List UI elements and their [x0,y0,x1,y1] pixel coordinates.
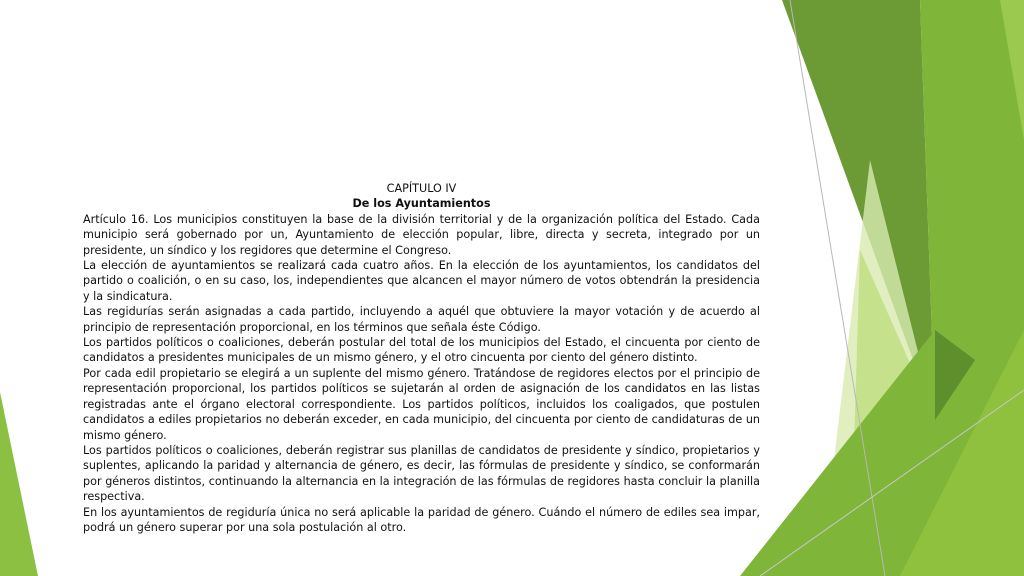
paragraph: Las regidurías serán asignadas a cada partido, incluyendo a aquél que obtuviere la mayor votación y de acuerdo al principio de representación proporcional, en los términos que señala éste Código. [83,305,760,334]
paragraph: Por cada edil propietario se elegirá a un suplente del mismo género. Tratándose de regidores electos por el principio de representación proporcional, los partidos políticos se sujetarán al orden de asignación de los candidatos en las listas registradas ante el órgano electoral correspondiente. Los partidos políticos, incluidos los coaligados, que postulen candidatos a ediles propietarios no deberán exceder, en cada municipio, del cincuenta por ciento de candidaturas de un mismo género. [83,366,760,442]
paragraph: La elección de ayuntamientos se realizará cada cuatro años. En la elección de los ayuntamientos, los candidatos del partido o coalición, o en su caso, los, independientes que alcancen el mayor número de votos obtendrán la presidencia y la sindicatura. [83,259,760,303]
article-text [83,181,760,535]
paragraph: Los partidos políticos o coaliciones, deberán registrar sus planillas de candidatos de presidente y síndico, propietarios y suplentes, aplicando la paridad y alternancia de género, es decir, las fórmulas de presidente y síndico, se conformarán por géneros distintos, continuando la alternancia en la integración de las fórmulas de regidores hasta concluir la planilla respectiva. [83,443,760,504]
paragraph: Los partidos políticos o coaliciones, deberán postular del total de los municipios del Estado, el cincuenta por ciento de candidatos a presidentes municipales de un mismo género, y el otro cincuenta por ciento del género distinto. [83,336,760,365]
left-green-triangle [0,392,38,576]
paragraph: En los ayuntamientos de regiduría única no será aplicable la paridad de género. Cuándo el número de ediles sea impar, podrá un género superar por una sola postulación al otro. [83,505,760,534]
chapter-subtitle: De los Ayuntamientos [352,197,491,211]
paragraph: Artículo 16. Los municipios constituyen la base de la división territorial y de la organización política del Estado. Cada municipio será gobernado por un, Ayuntamiento de elección popular, libre, directa y secreta, integrado por un presidente, un síndico y los regidores que determine el Congreso. [83,212,760,257]
chapter-heading: CAPÍTULO IV [386,182,457,195]
